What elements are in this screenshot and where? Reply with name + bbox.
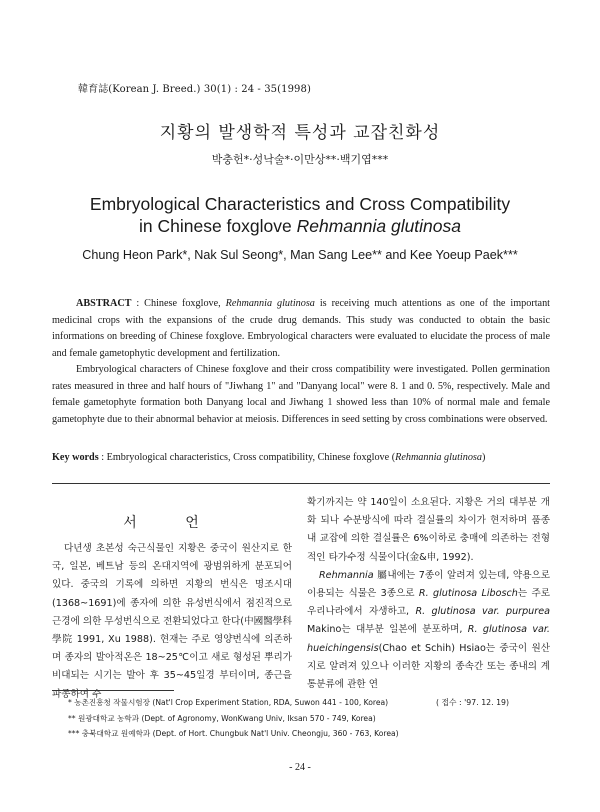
- footnote-2: ** 원광대학교 농학과 (Dept. of Agronomy, WonKwang Univ, Iksan 570 - 749, Korea): [68, 713, 376, 723]
- abstract-paragraph-2: Embryological characters of Chinese foxglove and their cross compatibility were investigated. Pollen germination rates measured in three and half hours of "Jiwhang 1" and "Danyang local" were 8. 1 and 0. 5%, respectively. Male and female gametophyte formation both Danyang local and Jiwhang 1 showed less than 10% of normal male and female gametophyte due to their abnormal behavior at meiosis. Differences in seed setting by cross combinations were observed.: [52, 364, 550, 425]
- genus-name: Rehmannia: [319, 569, 374, 581]
- abstract: [52, 296, 550, 428]
- keywords-end: ): [481, 452, 486, 463]
- abstract-label: ABSTRACT: [76, 298, 132, 309]
- section-heading: 서 언: [123, 515, 221, 531]
- footnote-3: *** 충북대학교 원예학과 (Dept. of Hort. Chungbuk Nat'l Univ. Cheongju, 360 - 763, Korea): [68, 729, 399, 738]
- journal-citation: 韓育誌(Korean J. Breed.) 30(1) : 24 - 35(1998): [78, 84, 311, 95]
- left-column: [52, 540, 292, 704]
- right-column: [307, 494, 550, 694]
- korean-title: 지황의 발생학적 특성과 교잡친화성: [159, 123, 441, 143]
- right-text-d: (Chao et Schih) Hsiao는 중국이 원산지로 알려져 있으나 이러한 지황의 종속간 또는 종내의 계통분류에 관한 연: [307, 642, 550, 691]
- right-text-b: 는 주로 우리나라에서 자생하고,: [307, 588, 550, 618]
- english-title: [0, 193, 600, 237]
- left-paragraph: 다년생 초본성 숙근식물인 지황은 중국이 원산지로 한국, 일본, 베트남 등의 온대지역에 광범위하게 분포되어 있다. 중국의 기록에 의하면 지황의 번식은 명조시대(1368~1691)에 종자에 의한 유성번식에서 점진적으로 근경에 의한 무성번식으로 전환되었다고 한다(中國醫學科學院 1991, Xu 1988). 현재는 주로 영양번식에 의존하며 종자의 발아적온은 18~25℃이고 새로 형성된 뿌리가 비대되는 시기는 발아 후 35~45일경 부터이며, 종근을 파종하여 수: [52, 543, 292, 700]
- abstract-text-2: is receiving much attentions as one of the important medicinal crops with the expansions of the crude drug demands. This study was conducted to obtain the basic informations on breeding of Chinese foxglove. Embryological characters were evaluated to elucidate the process of male and female gametophytic development and fertilization.: [52, 298, 550, 359]
- right-text-c: Makino는 대부분 일본에 분포하며,: [307, 624, 468, 636]
- keywords-text: : Embryological characteristics, Cross compatibility, Chinese foxglove (: [98, 452, 396, 463]
- received-date: ( 접수 : '97. 12. 19): [436, 698, 510, 707]
- english-authors: Chung Heon Park*, Nak Sul Seong*, Man Sang Lee** and Kee Yoeup Paek***: [82, 248, 518, 262]
- korean-authors: 박충헌*·성낙술*·이만상**·백기엽***: [211, 153, 389, 166]
- species-1: R. glutinosa Libosch: [418, 588, 518, 600]
- right-text-a: 屬내에는 7종이 알려져 있는데, 약용으로 이용되는 식물은 3종으로: [307, 569, 550, 600]
- divider: [52, 483, 550, 484]
- species-2: R. glutinosa var. purpurea: [415, 606, 550, 618]
- english-title-line1: Embryological Characteristics and Cross Compatibility: [89, 194, 511, 214]
- abstract-paragraph-1: [52, 296, 550, 362]
- keywords-label: Key words: [52, 452, 99, 463]
- abstract-species: Rehmannia glutinosa: [225, 298, 315, 309]
- english-title-line2: [0, 215, 600, 237]
- keywords-species: Rehmannia glutinosa: [395, 452, 482, 463]
- right-paragraph-2: [307, 567, 550, 694]
- abstract-text: : Chinese foxglove,: [131, 298, 226, 309]
- species-3: R. glutinosa var. hueichingensis: [307, 624, 550, 654]
- species-name: Rehmannia glutinosa: [296, 216, 462, 236]
- page-number: - 24 -: [289, 762, 311, 773]
- english-title-prefix: in Chinese foxglove: [138, 216, 297, 236]
- footnote-1: * 농촌진흥청 작물시험장 (Nat'l Crop Experiment Station, RDA, Suwon 441 - 100, Korea): [68, 698, 389, 707]
- footnotes: [68, 695, 399, 742]
- right-paragraph-1: 확기까지는 약 140일이 소요된다. 지황은 거의 대부분 개화 되나 수분방식에 따라 결실률의 차이가 현저하며 품종내 교잡에 의한 결실률은 6%이하로 충매에 의존하는 전형적인 타가수정 식물이다(金&申, 1992).: [307, 497, 550, 563]
- footnote-divider: [52, 690, 174, 691]
- keywords: [52, 452, 550, 463]
